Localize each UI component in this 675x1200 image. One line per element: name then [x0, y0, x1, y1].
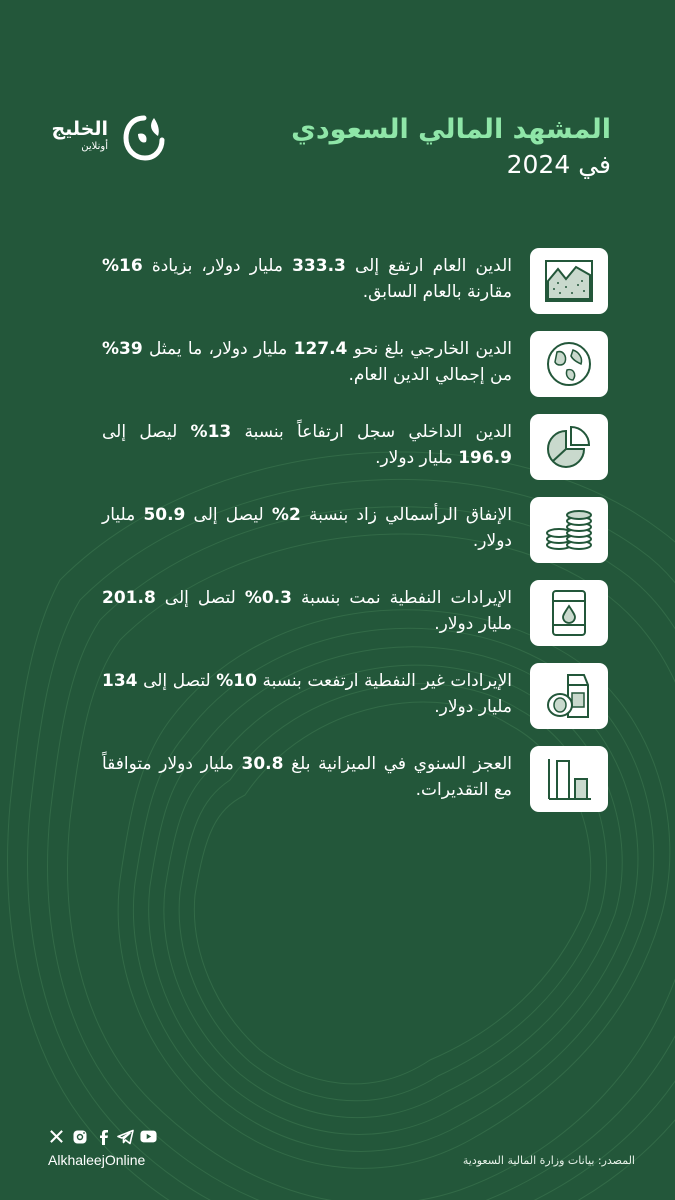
fact-value: 0.3%: [244, 588, 293, 608]
fact-text-part: الدين الداخلي سجل ارتفاعاً بنسبة: [231, 422, 512, 442]
fact-icon-box: [530, 497, 608, 563]
brand-sub: أونلاين: [81, 141, 108, 152]
fact-item: [92, 414, 608, 480]
fact-icon-box: [530, 331, 608, 397]
fact-value: 127.4: [293, 339, 348, 359]
fact-text-part: مليار دولار.: [375, 448, 459, 468]
fact-text-part: مليار دولار، بزيادة: [142, 256, 293, 276]
fact-text-part: من إجمالي الدين العام.: [348, 365, 512, 385]
fact-icon-box: [530, 580, 608, 646]
fact-text-part: مليار دولار.: [102, 505, 512, 551]
fact-text-part: ليصل إلى: [185, 505, 272, 525]
fact-text-part: الدين العام ارتفع إلى: [345, 256, 512, 276]
facebook-icon[interactable]: [94, 1128, 111, 1145]
fact-text-part: الإيرادات غير النفطية ارتفعت بنسبة: [256, 671, 512, 691]
fact-value: 30.8: [241, 754, 284, 774]
fact-text-part: مليار دولار متوافقاً مع التقديرات.: [102, 754, 512, 800]
fact-text-part: الإنفاق الرأسمالي زاد بنسبة: [300, 505, 512, 525]
fact-text-part: مليار دولار.: [434, 614, 512, 634]
fact-value: 50.9: [143, 505, 186, 525]
fact-icon-box: [530, 746, 608, 812]
pie-chart-icon: [544, 423, 594, 471]
footer: [48, 1128, 635, 1176]
fact-text-part: مليار دولار، ما يمثل: [142, 339, 294, 359]
oil-barrel-icon: [549, 588, 589, 638]
logo-text: [44, 118, 108, 154]
fact-text: [102, 585, 512, 637]
fact-value: 333.3: [292, 256, 346, 276]
fact-value: 201.8: [102, 588, 156, 608]
youtube-icon[interactable]: [140, 1128, 157, 1145]
fact-value: 134: [102, 671, 138, 691]
fact-text: [102, 751, 512, 803]
fact-text-part: الدين الخارجي بلغ نحو: [347, 339, 513, 359]
fact-text-part: ليصل إلى: [102, 422, 191, 442]
fact-text-part: الإيرادات النفطية نمت بنسبة: [292, 588, 512, 608]
social-links: [48, 1128, 157, 1145]
page-title: المشهد المالي السعودي: [291, 114, 611, 145]
fact-item: [92, 248, 608, 314]
brand-name: الخليج: [51, 118, 108, 140]
brand-logo: [44, 112, 174, 172]
globe-icon: [545, 340, 593, 388]
header: [40, 112, 611, 192]
fact-icon-box: [530, 414, 608, 480]
bar-chart-icon: [545, 755, 593, 803]
fact-icon-box: [530, 248, 608, 314]
fact-item: [92, 746, 608, 812]
fact-text: [102, 502, 512, 554]
area-chart-icon: [544, 259, 594, 303]
fact-text-part: لتصل إلى: [137, 671, 217, 691]
coins-icon: [543, 505, 595, 555]
fact-value: 16%: [102, 256, 143, 276]
food-items-icon: [544, 671, 594, 721]
page-subtitle: في 2024: [506, 150, 611, 179]
fact-text-part: مليار دولار.: [434, 697, 512, 717]
fact-icon-box: [530, 663, 608, 729]
fact-value: 13%: [190, 422, 232, 442]
source-note: المصدر: بيانات وزارة المالية السعودية: [462, 1154, 635, 1167]
fact-text-part: العجز السنوي في الميزانية بلغ: [283, 754, 513, 774]
telegram-icon[interactable]: [117, 1128, 134, 1145]
fact-text: [102, 668, 512, 720]
fact-text: [102, 253, 512, 305]
fact-item: [92, 497, 608, 563]
fact-value: 196.9: [458, 448, 512, 468]
brand-mark-icon: [120, 112, 168, 162]
fact-value: 2%: [271, 505, 301, 525]
fact-text-part: مقارنة بالعام السابق.: [362, 282, 512, 302]
fact-value: 10%: [216, 671, 257, 691]
instagram-icon[interactable]: [71, 1128, 88, 1145]
brand-handle: AlkhaleejOnline: [48, 1152, 146, 1168]
title-block: [291, 112, 611, 182]
fact-item: [92, 331, 608, 397]
x-icon[interactable]: [48, 1128, 65, 1145]
fact-text-part: لتصل إلى: [155, 588, 245, 608]
facts-list: [92, 248, 608, 829]
fact-value: 39%: [102, 339, 143, 359]
fact-text: [102, 419, 512, 471]
fact-item: [92, 663, 608, 729]
fact-text: [102, 336, 512, 388]
fact-item: [92, 580, 608, 646]
